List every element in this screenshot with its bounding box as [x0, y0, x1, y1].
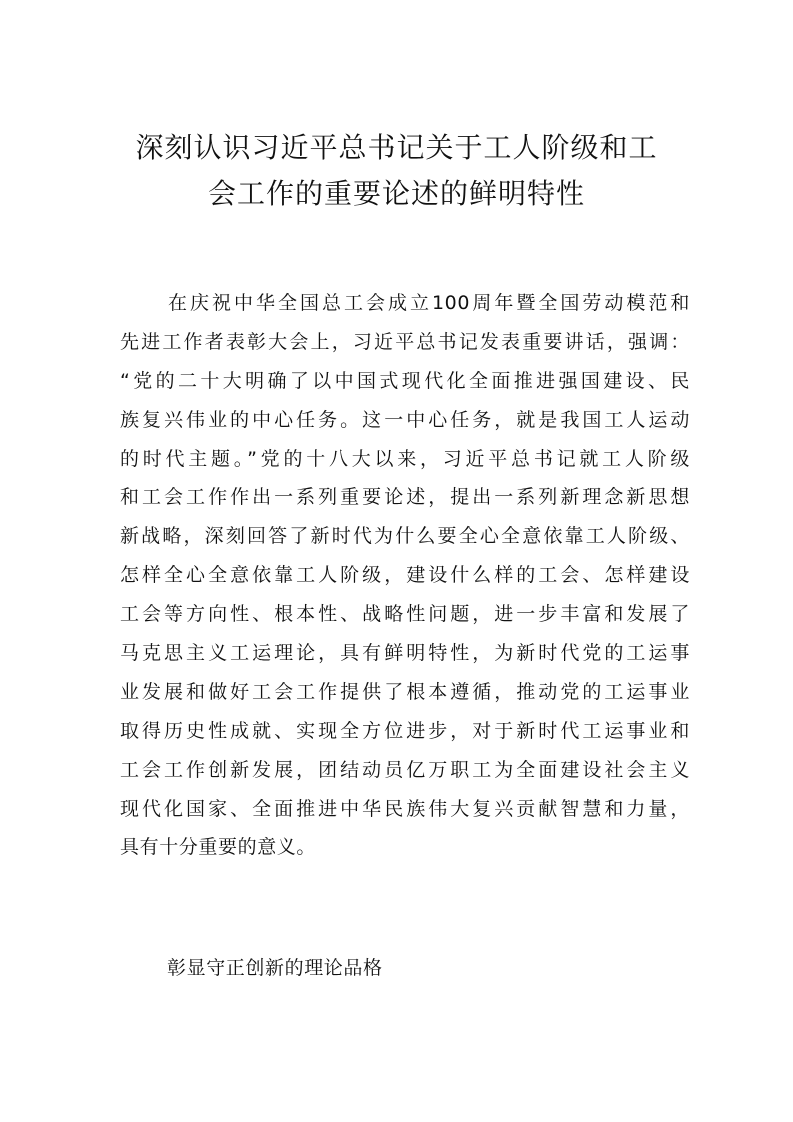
paragraph-line: 的时代主题。”党的十八大以来，习近平总书记就工人阶级 [120, 447, 690, 470]
paragraph-line: 具有十分重要的意义。 [120, 836, 317, 859]
paragraph-line: 怎样全心全意依靠工人阶级，建设什么样的工会、怎样建设 [120, 564, 690, 587]
document-title-line-2: 会工作的重要论述的鲜明特性 [207, 177, 585, 210]
paragraph-line: 新战略，深刻回答了新时代为什么要全心全意依靠工人阶级、 [120, 525, 690, 548]
paragraph-line: 工会等方向性、根本性、战略性问题，进一步丰富和发展了 [120, 603, 690, 626]
paragraph-line: 先进工作者表彰大会上，习近平总书记发表重要讲话，强调： [120, 330, 690, 353]
paragraph-line: 和工会工作作出一系列重要论述，提出一系列新理念新思想 [120, 486, 690, 509]
paragraph-line: 业发展和做好工会工作提供了根本遵循，推动党的工运事业 [120, 680, 690, 703]
paragraph-line: 马克思主义工运理论，具有鲜明特性，为新时代党的工运事 [120, 642, 690, 665]
paragraph-line: 取得历史性成就、实现全方位进步，对于新时代工运事业和 [120, 719, 690, 742]
paragraph-line: “党的二十大明确了以中国式现代化全面推进强国建设、民 [120, 369, 690, 392]
paragraph-line: 族复兴伟业的中心任务。这一中心任务，就是我国工人运动 [120, 408, 690, 431]
paragraph-line: 现代化国家、全面推进中华民族伟大复兴贡献智慧和力量， [120, 797, 690, 820]
paragraph-line: 在庆祝中华全国总工会成立100周年暨全国劳动模范和 [168, 292, 690, 314]
body-paragraph [120, 284, 690, 867]
section-heading: 彰显守正创新的理论品格 [167, 957, 383, 979]
paragraph-line: 工会工作创新发展，团结动员亿万职工为全面建设社会主义 [120, 758, 690, 781]
document-title-line-1: 深刻认识习近平总书记关于工人阶级和工 [135, 131, 658, 164]
